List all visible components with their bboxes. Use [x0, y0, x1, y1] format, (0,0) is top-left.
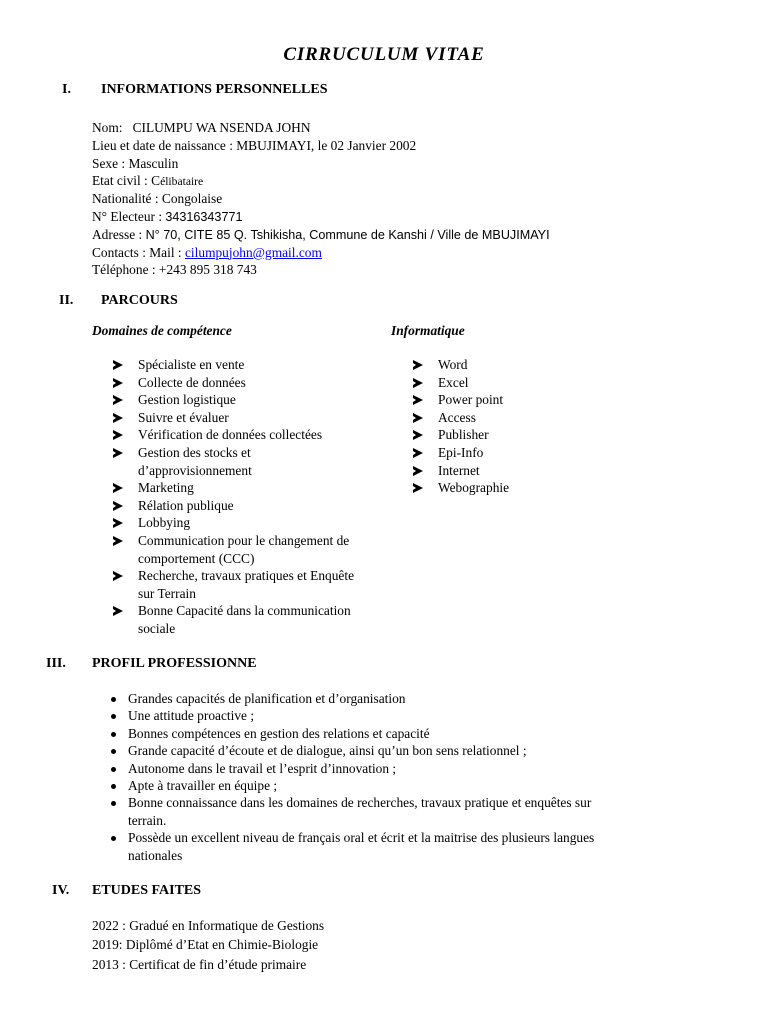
arrow-bullet-icon	[113, 483, 123, 493]
competence-item	[113, 497, 383, 515]
informatique-item	[413, 479, 633, 497]
bullet-dot-icon	[111, 732, 116, 737]
list-item-line: Une attitude proactive ;	[128, 708, 255, 724]
section-label: PROFIL PROFESSIONNE	[92, 656, 257, 671]
informatique-item	[413, 409, 633, 427]
voter-label: N° Electeur :	[92, 208, 166, 224]
competence-item	[113, 602, 383, 637]
civil-status-value: élibataire	[160, 175, 204, 189]
competence-item	[113, 514, 383, 532]
email-link[interactable]: cilumpujohn@gmail.com	[184, 244, 322, 260]
competence-item	[113, 532, 383, 567]
arrow-bullet-icon	[413, 430, 423, 440]
section-number: II.	[59, 293, 74, 308]
studies-list	[92, 916, 324, 974]
list-item-line: Communication pour le changement de	[138, 532, 350, 548]
list-item-line: comportement (CCC)	[138, 550, 255, 566]
list-item-label: Access	[438, 409, 476, 425]
section-number: I.	[62, 82, 71, 97]
list-item-line: Bonne Capacité dans la communication	[138, 603, 351, 619]
profil-item	[108, 829, 688, 864]
list-item-line: sociale	[138, 620, 176, 636]
arrow-bullet-icon	[113, 430, 123, 440]
competence-item	[113, 426, 383, 444]
list-item-line: Bonne connaissance dans les domaines de recherches, travaux pratique et enquêtes sur	[128, 795, 592, 811]
civil-status-label: Etat civil : C	[92, 173, 161, 189]
arrow-bullet-icon	[413, 413, 423, 423]
list-item-line: sur Terrain	[138, 585, 196, 601]
competences-subheading: Domaines de compétence	[92, 323, 232, 338]
list-item-line: Bonnes compétences en gestion des relations et capacité	[128, 725, 430, 741]
voter-line	[92, 208, 712, 226]
study-line: 2019: Diplômé d’Etat en Chimie-Biologie	[92, 937, 319, 953]
list-item-line: Apte à travailler en équipe ;	[128, 778, 278, 794]
address-value: N° 70, CITE 85 Q. Tshikisha, Commune de Kanshi / Ville de MBUJIMAYI	[145, 227, 550, 242]
profil-item	[108, 742, 688, 759]
arrow-bullet-icon	[113, 448, 123, 458]
list-item-label: Word	[438, 357, 468, 372]
list-item-line: Lobbying	[138, 515, 191, 531]
phone-line: Téléphone : +243 895 318 743	[92, 262, 257, 278]
arrow-bullet-icon	[113, 360, 123, 370]
list-item-line: nationales	[128, 847, 183, 863]
voter-value: 34316343771	[165, 209, 243, 224]
profil-item	[108, 777, 688, 794]
arrow-bullet-icon	[113, 536, 123, 546]
arrow-bullet-icon	[113, 378, 123, 388]
list-item-line: Collecte de données	[138, 374, 246, 390]
competences-list	[113, 356, 383, 638]
list-item-line: Grandes capacités de planification et d’organisation	[128, 691, 406, 706]
address-label: Adresse :	[92, 226, 146, 242]
informatique-item	[413, 391, 633, 409]
nationality-line: Nationalité : Congolaise	[92, 191, 223, 207]
competence-item	[113, 444, 383, 479]
competence-item	[113, 374, 383, 392]
arrow-bullet-icon	[413, 448, 423, 458]
arrow-bullet-icon	[113, 606, 123, 616]
arrow-bullet-icon	[113, 395, 123, 405]
arrow-bullet-icon	[113, 413, 123, 423]
document-title: CIRRUCULUM VITAE	[283, 44, 485, 65]
bullet-dot-icon	[111, 697, 116, 702]
profil-item	[108, 760, 688, 777]
list-item-line: terrain.	[128, 812, 167, 828]
study-line: 2022 : Gradué en Informatique de Gestions	[92, 918, 325, 933]
contacts-line	[92, 244, 712, 262]
contacts-label: Contacts : Mail :	[92, 244, 185, 260]
arrow-bullet-icon	[113, 518, 123, 528]
list-item-label: Excel	[438, 374, 469, 390]
informatique-list	[413, 356, 633, 497]
address-line	[92, 226, 712, 244]
name-label: Nom:	[92, 120, 123, 135]
profil-list	[108, 690, 688, 864]
list-item-line: Rélation publique	[138, 497, 234, 513]
civil-status-line	[92, 172, 712, 190]
section-label: ETUDES FAITES	[92, 883, 202, 898]
list-item-line: Grande capacité d’écoute et de dialogue, ainsi qu’un bon sens relationnel ;	[128, 743, 527, 759]
arrow-bullet-icon	[413, 378, 423, 388]
arrow-bullet-icon	[413, 395, 423, 405]
competence-item	[113, 479, 383, 497]
list-item-line: Gestion des stocks et	[138, 444, 251, 460]
bullet-dot-icon	[111, 749, 116, 754]
list-item-line: Suivre et évaluer	[138, 409, 229, 425]
list-item-label: Webographie	[438, 480, 510, 496]
sex-line: Sexe : Masculin	[92, 155, 179, 171]
section-label: INFORMATIONS PERSONNELLES	[101, 82, 328, 97]
bullet-dot-icon	[111, 801, 116, 806]
list-item-line: Autonome dans le travail et l’esprit d’innovation ;	[128, 760, 397, 776]
competence-item	[113, 356, 383, 374]
section-number: IV.	[52, 883, 70, 898]
informatique-item	[413, 462, 633, 480]
list-item-line: Possède un excellent niveau de français oral et écrit et la maitrise des plusieurs langues	[128, 830, 595, 846]
profil-item	[108, 707, 688, 724]
arrow-bullet-icon	[413, 483, 423, 493]
list-item-label: Epi-Info	[438, 444, 484, 460]
competence-item	[113, 391, 383, 409]
arrow-bullet-icon	[413, 466, 423, 476]
list-item-line: Recherche, travaux pratiques et Enquête	[138, 568, 355, 584]
informatique-item	[413, 426, 633, 444]
section-label: PARCOURS	[101, 293, 178, 308]
profil-item	[108, 725, 688, 742]
name-line	[92, 119, 712, 137]
competence-item	[113, 567, 383, 602]
list-item-line: Gestion logistique	[138, 392, 236, 408]
name-value: CILUMPU WA NSENDA JOHN	[132, 120, 311, 135]
study-line: 2013 : Certificat de fin d’étude primaire	[92, 956, 307, 972]
arrow-bullet-icon	[413, 360, 423, 370]
competence-item	[113, 409, 383, 427]
personal-info	[92, 119, 712, 279]
list-item-label: Publisher	[438, 427, 489, 443]
arrow-bullet-icon	[113, 501, 123, 511]
bullet-dot-icon	[111, 784, 116, 789]
list-item-label: Power point	[438, 392, 504, 408]
birth-line: Lieu et date de naissance : MBUJIMAYI, le 02 Janvier 2002	[92, 137, 417, 153]
informatique-subheading: Informatique	[391, 323, 465, 338]
bullet-dot-icon	[111, 767, 116, 772]
profil-item	[108, 690, 688, 707]
arrow-bullet-icon	[113, 571, 123, 581]
list-item-line: Marketing	[138, 480, 194, 496]
list-item-line: Vérification de données collectées	[138, 427, 323, 443]
bullet-dot-icon	[111, 836, 116, 841]
informatique-item	[413, 356, 633, 374]
informatique-item	[413, 444, 633, 462]
list-item-line: d’approvisionnement	[138, 462, 252, 478]
list-item-label: Internet	[438, 462, 480, 478]
informatique-item	[413, 374, 633, 392]
section-number: III.	[46, 656, 66, 671]
list-item-line: Spécialiste en vente	[138, 357, 245, 372]
bullet-dot-icon	[111, 714, 116, 719]
profil-item	[108, 794, 688, 829]
